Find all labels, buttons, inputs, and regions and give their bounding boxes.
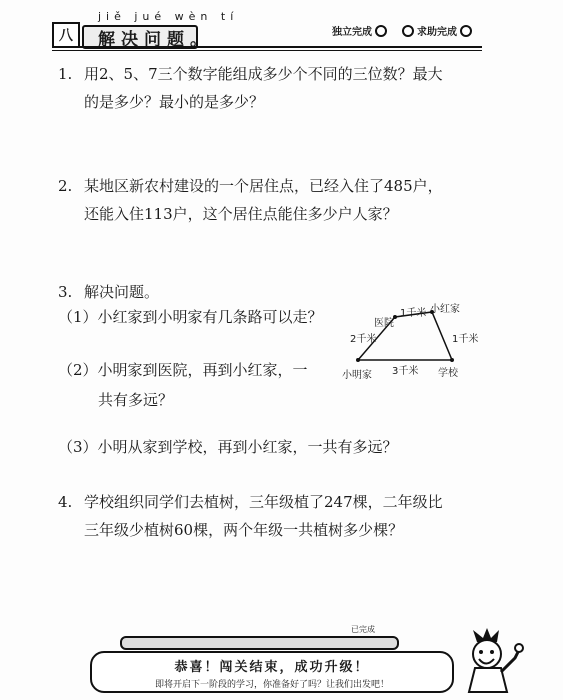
question-number: 4. [58,493,73,511]
distance-label: 2千米 [350,334,377,345]
question-2 [58,172,443,228]
title-pinyin: jiě jué wèn tí [98,10,239,23]
question-number: 3. [58,283,73,301]
question-number: 1. [58,65,73,83]
mode-independent[interactable] [332,23,387,38]
question-number: 2. [58,177,73,195]
question-text: 还能入住113户，这个居住点能住多少户人家？ [84,205,398,223]
question-text: 用2、5、7三个数字能组成多少个不同的三位数？最大 [84,65,443,83]
checkbox-icon[interactable] [402,25,414,37]
question-1 [58,60,443,116]
sub-text: 小红家到小明家有几条路可以走？ [97,308,323,326]
sub-text: 小明从家到学校，再到小红家，一共有多远？ [97,438,398,456]
school-label: 学校 [438,368,458,379]
question-4 [58,488,443,544]
section-number: 八 [52,22,80,48]
section-title: 解决问题。 [98,30,213,50]
xiaohong-home-label: 小红家 [430,304,460,315]
sub-text: 小明家到医院，再到小红家，一 [97,361,308,379]
sub-text: 共有多远？ [98,391,174,409]
question-3-part-2 [58,355,308,415]
question-text: 的是多少？最小的是多少？ [84,93,265,111]
distance-label: 1千米 [400,308,427,319]
question-text: 三年级少植树60棵，两个年级一共植树多少棵？ [84,521,404,539]
mode-independent-label: 独立完成 [332,27,372,38]
route-map [340,292,490,382]
checkbox-icon[interactable] [375,25,387,37]
progress-bar [120,636,399,650]
mode-assisted[interactable] [402,23,472,38]
checkbox-icon[interactable] [460,25,472,37]
distance-label: 3千米 [392,366,419,377]
header-rule-thin [52,50,482,51]
banner-main-text: 恭喜！闯关结束，成功升级！ [174,660,370,675]
cheering-boy-icon [455,628,525,694]
sub-label: （3） [58,438,98,456]
question-text: 某地区新农村建设的一个居住点，已经入住了485户， [84,177,443,195]
question-text: 解决问题。 [84,283,160,301]
question-text: 学校组织同学们去植树，三年级植了247棵，二年级比 [84,493,443,511]
sub-label: （2） [58,361,98,379]
mode-assisted-label: 求助完成 [417,27,457,38]
completion-banner [90,651,454,693]
distance-label: 1千米 [452,334,479,345]
header-rule [52,46,482,48]
progress-label: 已完成 [351,625,375,634]
xiaoming-home-label: 小明家 [342,370,372,381]
question-3-part-1 [58,302,323,332]
question-3-part-3 [58,432,398,462]
section-header [52,8,482,48]
sub-label: （1） [58,308,98,326]
banner-sub-text: 即将开启下一阶段的学习，你准备好了吗？让我们出发吧！ [154,680,389,690]
hospital-label: 医院 [374,318,394,329]
